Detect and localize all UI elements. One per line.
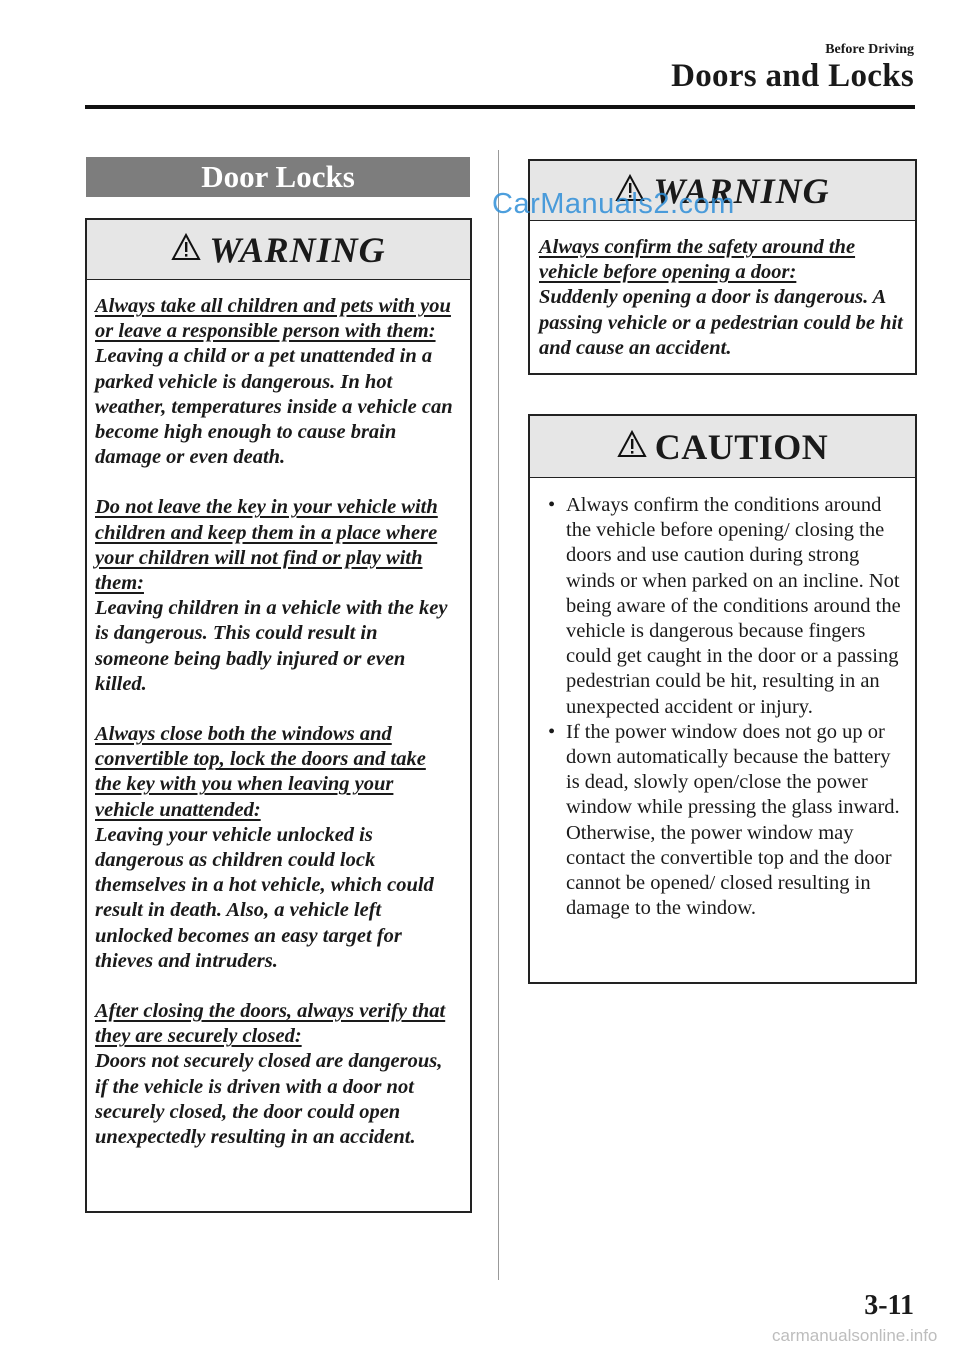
caution-title: CAUTION: [654, 426, 829, 467]
warning-body: [87, 280, 470, 1150]
warning-text: Leaving your vehicle unlocked is dangerous as children could lock themselves in a hot vehicle, which could result in death. Also, a vehicle left unlocked becomes an easy target for thieves and intruders.: [95, 823, 434, 972]
caution-body: [530, 478, 915, 921]
list-item: [544, 720, 905, 922]
watermark-bottom: carmanualsonline.info: [772, 1326, 938, 1345]
warning-text: Leaving a child or a pet unattended in a parked vehicle is dangerous. In hot weather, temperatures inside a vehicle can become high enough to cause brain damage or even death.: [95, 345, 453, 469]
warning-title: WARNING: [653, 170, 830, 211]
warning-box-left: [85, 218, 472, 1213]
bullet: •: [548, 494, 556, 516]
warning-heading: After closing the doors, always verify that they are securely closed:: [95, 1000, 446, 1048]
page-title: Doors and Locks: [671, 58, 914, 94]
section-banner: Door Locks: [86, 157, 470, 197]
caution-box: [528, 414, 917, 984]
list-item: [544, 493, 905, 720]
caution-header: [530, 416, 915, 478]
warning-text: Leaving children in a vehicle with the key is dangerous. This could result in someone being badly injured or even killed.: [95, 597, 448, 695]
warning-heading: Do not leave the key in your vehicle with children and keep them in a place where your children will not find or play with them:: [95, 496, 438, 595]
warning-heading: Always confirm the safety around the vehicle before opening a door:: [539, 236, 856, 284]
page-number: 3-11: [864, 1290, 914, 1321]
caution-text: If the power window does not go up or down automatically because the battery is dead, slowly open/close the power window while pressing the glass inward. Otherwise, the power window may contact the convertible top and the door cannot be opened/ closed resulting in damage to the window.: [566, 720, 900, 920]
column-divider: [498, 150, 499, 1280]
warning-triangle-icon: [171, 233, 201, 266]
header-rule: [85, 105, 915, 109]
bullet: •: [548, 720, 556, 743]
warning-heading: Always close both the windows and convertible top, lock the doors and take the key with you when leaving your vehicle unattended:: [95, 723, 426, 821]
warning-title: WARNING: [209, 229, 386, 270]
warning-heading: Always take all children and pets with you or leave a responsible person with them:: [95, 295, 451, 343]
watermark-top: CarManuals2.com: [492, 188, 735, 220]
warning-triangle-icon: [617, 430, 647, 463]
warning-body: [530, 221, 915, 361]
warning-text: Suddenly opening a door is dangerous. A passing vehicle or a pedestrian could be hit and cause an accident.: [539, 286, 903, 359]
chapter-label: Before Driving: [825, 42, 914, 57]
warning-text: Doors not securely closed are dangerous, if the vehicle is driven with a door not securely closed, the door could open unexpectedly resulting in an accident.: [95, 1050, 443, 1149]
warning-header: [87, 220, 470, 280]
caution-text: Always confirm the conditions around the vehicle before opening/ closing the doors and use caution during strong winds or when parked on an incline. Not being aware of the conditions around the vehicle is dangerous because fingers could get caught in the door or a passing pedestrian could be hit, resulting in an unexpected accident or injury.: [566, 494, 901, 718]
